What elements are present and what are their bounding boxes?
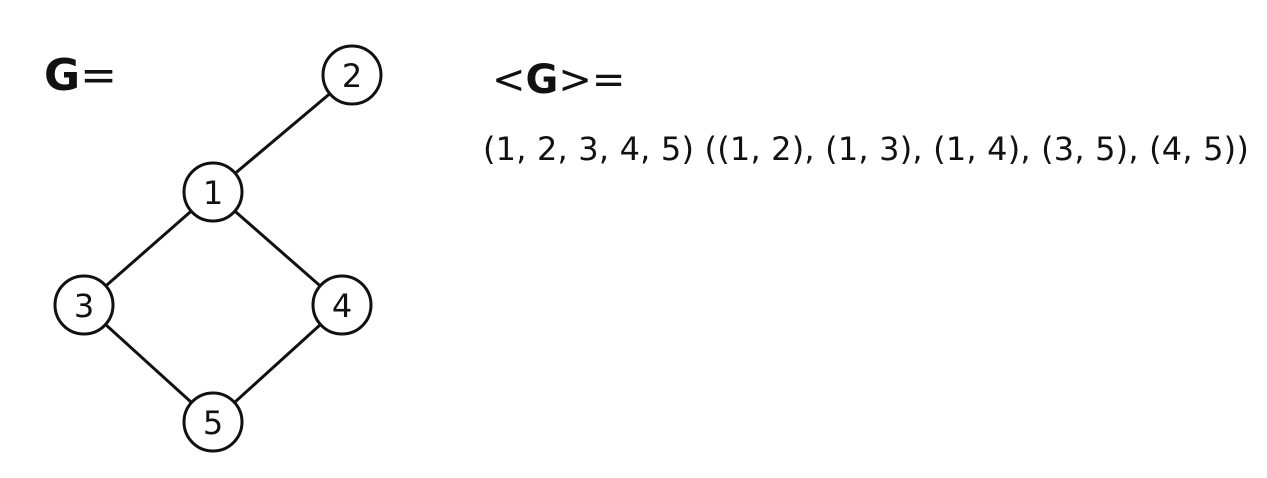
node-1 bbox=[184, 163, 242, 221]
node-label-5: 5 bbox=[202, 404, 224, 442]
encoding-label-prefix: < bbox=[492, 57, 526, 103]
encoding-value: (1, 2, 3, 4, 5) ((1, 2), (1, 3), (1, 4), (3, 5), (4, 5)) bbox=[483, 130, 1250, 168]
nodes-layer bbox=[55, 46, 381, 451]
edges-layer bbox=[84, 75, 352, 422]
graph-label-suffix: = bbox=[80, 50, 117, 101]
node-label-3: 3 bbox=[73, 287, 95, 325]
graph-label-name: G bbox=[44, 50, 81, 101]
node-5 bbox=[184, 393, 242, 451]
node-label-1: 1 bbox=[202, 174, 224, 212]
node-label-4: 4 bbox=[331, 287, 353, 325]
node-label-2: 2 bbox=[341, 57, 363, 95]
encoding-label-suffix: >= bbox=[558, 57, 626, 103]
node-4 bbox=[313, 276, 371, 334]
graph-label bbox=[44, 50, 117, 101]
encoding-label bbox=[492, 57, 626, 103]
node-3 bbox=[55, 276, 113, 334]
encoding-label-name: G bbox=[525, 57, 559, 103]
node-2 bbox=[323, 46, 381, 104]
